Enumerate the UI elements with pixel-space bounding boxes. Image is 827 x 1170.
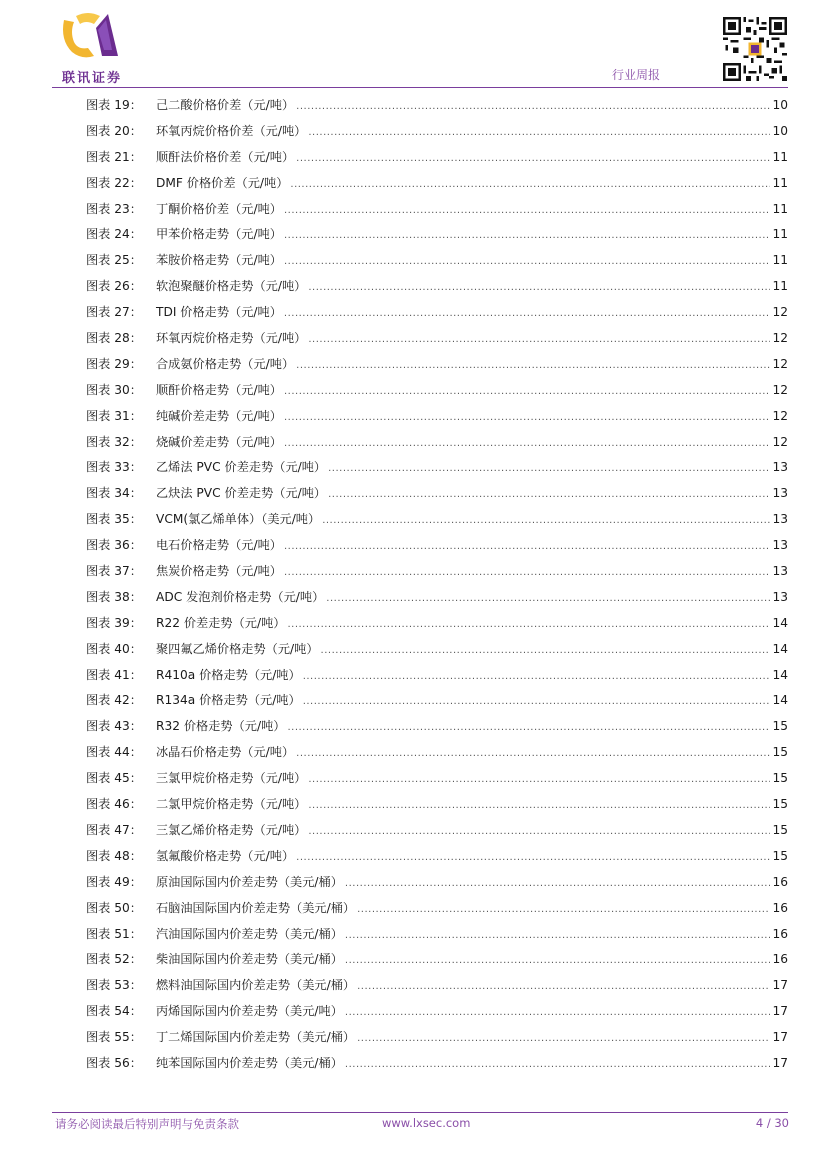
toc-entry[interactable] — [86, 795, 788, 821]
toc-entry[interactable] — [86, 743, 788, 769]
toc-figure-number: 图表 45： — [86, 771, 142, 786]
toc-figure-title: 冰晶石价格走势（元/吨） — [156, 745, 295, 760]
toc-figure-number: 图表 55： — [86, 1030, 142, 1045]
logo-mark-icon — [58, 10, 122, 64]
toc-figure-number: 图表 25： — [86, 253, 142, 268]
toc-page-number: 12 — [772, 382, 788, 397]
toc-entry[interactable] — [86, 329, 788, 355]
toc-dot-leader — [296, 852, 770, 863]
toc-dot-leader — [308, 334, 770, 345]
toc-figure-number: 图表 56： — [86, 1055, 142, 1070]
toc-entry[interactable] — [86, 821, 788, 847]
toc-page-number: 16 — [772, 900, 788, 915]
toc-figure-title: 顺酐价格走势（元/吨） — [156, 382, 282, 397]
toc-figure-title: DMF 价格价差（元/吨） — [156, 175, 289, 190]
toc-figure-title: R410a 价格走势（元/吨） — [156, 667, 301, 682]
toc-dot-leader — [357, 904, 770, 915]
toc-figure-number: 图表 33： — [86, 460, 142, 475]
page-header — [0, 0, 827, 88]
disclaimer-link[interactable]: 请务必阅读最后特别声明与免责条款 — [55, 1117, 239, 1131]
toc-figure-title: 苯胺价格走势（元/吨） — [156, 253, 282, 268]
toc-page-number: 17 — [772, 1030, 788, 1045]
toc-page-number: 14 — [772, 693, 788, 708]
toc-entry[interactable] — [86, 1002, 788, 1028]
toc-dot-leader — [284, 541, 771, 552]
toc-figure-title: 合成氨价格走势（元/吨） — [156, 356, 295, 371]
toc-entry[interactable] — [86, 666, 788, 692]
toc-entry[interactable] — [86, 614, 788, 640]
toc-figure-number: 图表 27： — [86, 305, 142, 320]
toc-dot-leader — [296, 360, 770, 371]
toc-entry[interactable] — [86, 355, 788, 381]
logo-text: 联讯证券 — [61, 71, 122, 86]
toc-page-number: 13 — [772, 512, 788, 527]
toc-figure-number: 图表 39： — [86, 615, 142, 630]
toc-figure-title: 丙烯国际国内价差走势（美元/吨） — [156, 1004, 343, 1019]
toc-dot-leader — [357, 981, 770, 992]
toc-figure-title: 柴油国际国内价差走势（美元/桶） — [156, 952, 343, 967]
toc-dot-leader — [345, 955, 771, 966]
toc-page-number: 10 — [772, 98, 788, 112]
toc-figure-number: 图表 47： — [86, 822, 142, 837]
toc-figure-number: 图表 54： — [86, 1004, 142, 1019]
toc-dot-leader — [296, 748, 770, 759]
toc-dot-leader — [284, 567, 771, 578]
toc-entry[interactable] — [86, 96, 788, 122]
footer-divider — [52, 1112, 788, 1113]
toc-figure-title: 石脑油国际国内价差走势（美元/桶） — [156, 900, 356, 915]
toc-page-number: 11 — [772, 253, 788, 268]
toc-entry[interactable] — [86, 1028, 788, 1054]
toc-dot-leader — [290, 179, 770, 190]
toc-figure-number: 图表 36： — [86, 538, 142, 553]
toc-page-number: 11 — [772, 149, 788, 164]
toc-figure-title: 软泡聚醚价格走势（元/吨） — [156, 279, 307, 294]
toc-page-number: 15 — [772, 771, 788, 786]
toc-dot-leader — [284, 230, 771, 241]
toc-figure-title: TDI 价格走势（元/吨） — [156, 305, 282, 320]
company-logo — [52, 10, 132, 86]
toc-page-number: 11 — [772, 175, 788, 190]
toc-page-number: 15 — [772, 745, 788, 760]
toc-entry[interactable] — [86, 277, 788, 303]
toc-dot-leader — [284, 412, 771, 423]
toc-figure-title: 二氯甲烷价格走势（元/吨） — [156, 797, 307, 812]
qr-code-icon — [723, 17, 787, 81]
toc-entry[interactable] — [86, 950, 788, 976]
toc-figure-title: ADC 发泡剂价格走势（元/吨） — [156, 589, 325, 604]
toc-dot-leader — [345, 1007, 771, 1018]
toc-entry[interactable] — [86, 458, 788, 484]
toc-figure-title: 电石价格走势（元/吨） — [156, 538, 282, 553]
toc-figure-title: 纯苯国际国内价差走势（美元/桶） — [156, 1055, 343, 1070]
toc-entry[interactable] — [86, 433, 788, 459]
toc-dot-leader — [284, 205, 771, 216]
toc-figure-number: 图表 26： — [86, 279, 142, 294]
toc-dot-leader — [308, 800, 770, 811]
toc-page-number: 14 — [772, 641, 788, 656]
toc-figure-title: VCM(氯乙烯单体）（美元/吨） — [156, 512, 321, 527]
toc-figure-number: 图表 40： — [86, 641, 142, 656]
toc-figure-number: 图表 34： — [86, 486, 142, 501]
toc-page-number: 16 — [772, 926, 788, 941]
toc-figure-title: 聚四氟乙烯价格走势（元/吨） — [156, 641, 319, 656]
toc-entry[interactable] — [86, 122, 788, 148]
toc-dot-leader — [287, 722, 770, 733]
toc-figure-title: 甲苯价格走势（元/吨） — [156, 227, 282, 242]
toc-figure-title: R32 价格走势（元/吨） — [156, 719, 286, 734]
toc-dot-leader — [345, 1059, 771, 1070]
toc-figure-number: 图表 37： — [86, 564, 142, 579]
toc-page-number: 15 — [772, 822, 788, 837]
toc-figure-number: 图表 42： — [86, 693, 142, 708]
toc-dot-leader — [322, 515, 770, 526]
toc-page-number: 15 — [772, 797, 788, 812]
toc-dot-leader — [296, 153, 770, 164]
toc-dot-leader — [345, 930, 771, 941]
toc-dot-leader — [308, 826, 770, 837]
toc-page-number: 12 — [772, 305, 788, 320]
toc-page-number: 16 — [772, 952, 788, 967]
website-link[interactable]: www.lxsec.com — [382, 1116, 471, 1130]
toc-figure-title: 焦炭价格走势（元/吨） — [156, 564, 282, 579]
toc-entry[interactable] — [86, 536, 788, 562]
toc-page-number: 15 — [772, 848, 788, 863]
toc-dot-leader — [296, 101, 770, 112]
toc-figure-number: 图表 49： — [86, 874, 142, 889]
toc-entry[interactable] — [86, 847, 788, 873]
toc-figure-number: 图表 48： — [86, 848, 142, 863]
toc-figure-number: 图表 29： — [86, 356, 142, 371]
toc-entry[interactable] — [86, 588, 788, 614]
toc-dot-leader — [345, 878, 771, 889]
toc-entry[interactable] — [86, 899, 788, 925]
toc-dot-leader — [284, 256, 771, 267]
toc-figure-title: 乙炔法 PVC 价差走势（元/吨） — [156, 486, 327, 501]
toc-figure-number: 图表 46： — [86, 797, 142, 812]
toc-figure-number: 图表 28： — [86, 331, 142, 346]
toc-figure-number: 图表 53： — [86, 978, 142, 993]
figure-list — [86, 96, 788, 1080]
toc-dot-leader — [287, 619, 770, 630]
toc-dot-leader — [284, 438, 771, 449]
toc-figure-number: 图表 21： — [86, 149, 142, 164]
toc-figure-title: 纯碱价差走势（元/吨） — [156, 408, 282, 423]
toc-figure-title: 丁二烯国际国内价差走势（美元/桶） — [156, 1030, 356, 1045]
toc-figure-number: 图表 20： — [86, 123, 142, 138]
toc-figure-number: 图表 19： — [86, 98, 142, 112]
toc-entry[interactable] — [86, 148, 788, 174]
toc-page-number: 17 — [772, 1055, 788, 1070]
toc-entry[interactable] — [86, 484, 788, 510]
toc-page-number: 11 — [772, 279, 788, 294]
toc-entry[interactable] — [86, 976, 788, 1002]
toc-page-number: 16 — [772, 874, 788, 889]
toc-dot-leader — [308, 774, 770, 785]
toc-figure-title: 三氯甲烷价格走势（元/吨） — [156, 771, 307, 786]
toc-dot-leader — [303, 696, 771, 707]
toc-page-number: 13 — [772, 460, 788, 475]
toc-figure-number: 图表 44： — [86, 745, 142, 760]
toc-dot-leader — [308, 127, 770, 138]
toc-page-number: 14 — [772, 615, 788, 630]
toc-entry[interactable] — [86, 381, 788, 407]
toc-dot-leader — [326, 593, 770, 604]
toc-figure-title: 乙烯法 PVC 价差走势（元/吨） — [156, 460, 327, 475]
toc-page-number: 17 — [772, 1004, 788, 1019]
toc-page-number: 11 — [772, 227, 788, 242]
toc-entry[interactable] — [86, 691, 788, 717]
toc-figure-number: 图表 31： — [86, 408, 142, 423]
toc-entry[interactable] — [86, 1054, 788, 1080]
toc-figure-number: 图表 23： — [86, 201, 142, 216]
toc-figure-number: 图表 43： — [86, 719, 142, 734]
toc-entry[interactable] — [86, 200, 788, 226]
toc-figure-number: 图表 24： — [86, 227, 142, 242]
toc-page-number: 13 — [772, 486, 788, 501]
toc-figure-title: 烧碱价差走势（元/吨） — [156, 434, 282, 449]
report-type-label: 行业周报 — [612, 68, 661, 82]
header-divider — [52, 87, 788, 88]
toc-figure-title: 原油国际国内价差走势（美元/桶） — [156, 874, 343, 889]
toc-dot-leader — [328, 489, 770, 500]
toc-dot-leader — [357, 1033, 770, 1044]
toc-figure-title: 丁酮价格价差（元/吨） — [156, 201, 282, 216]
toc-page-number: 13 — [772, 564, 788, 579]
page-indicator: 4 / 30 — [755, 1116, 789, 1130]
toc-dot-leader — [321, 645, 771, 656]
toc-figure-number: 图表 38： — [86, 589, 142, 604]
toc-figure-number: 图表 30： — [86, 382, 142, 397]
toc-figure-number: 图表 35： — [86, 512, 142, 527]
toc-figure-title: 氢氟酸价格走势（元/吨） — [156, 848, 295, 863]
toc-page-number: 17 — [772, 978, 788, 993]
toc-figure-title: 汽油国际国内价差走势（美元/桶） — [156, 926, 343, 941]
toc-page-number: 15 — [772, 719, 788, 734]
toc-page-number: 12 — [772, 356, 788, 371]
toc-figure-title: R134a 价格走势（元/吨） — [156, 693, 301, 708]
toc-entry[interactable] — [86, 562, 788, 588]
toc-dot-leader — [284, 308, 771, 319]
toc-figure-number: 图表 50： — [86, 900, 142, 915]
toc-page-number: 13 — [772, 538, 788, 553]
toc-page-number: 14 — [772, 667, 788, 682]
toc-entry[interactable] — [86, 225, 788, 251]
toc-figure-title: 环氧丙烷价格走势（元/吨） — [156, 331, 307, 346]
toc-page-number: 12 — [772, 331, 788, 346]
toc-dot-leader — [308, 282, 770, 293]
toc-figure-title: 环氧丙烷价格价差（元/吨） — [156, 123, 307, 138]
toc-entry[interactable] — [86, 510, 788, 536]
toc-entry[interactable] — [86, 251, 788, 277]
toc-figure-number: 图表 52： — [86, 952, 142, 967]
toc-figure-title: 三氯乙烯价格走势（元/吨） — [156, 822, 307, 837]
toc-figure-title: 顺酐法价格价差（元/吨） — [156, 149, 295, 164]
toc-entry[interactable] — [86, 873, 788, 899]
toc-figure-number: 图表 32： — [86, 434, 142, 449]
toc-dot-leader — [284, 386, 771, 397]
toc-figure-title: 燃料油国际国内价差走势（美元/桶） — [156, 978, 356, 993]
toc-entry[interactable] — [86, 925, 788, 951]
toc-entry[interactable] — [86, 717, 788, 743]
toc-figure-number: 图表 22： — [86, 175, 142, 190]
toc-entry[interactable] — [86, 174, 788, 200]
toc-figure-title: R22 价差走势（元/吨） — [156, 615, 286, 630]
toc-page-number: 12 — [772, 408, 788, 423]
toc-figure-title: 己二酸价格价差（元/吨） — [156, 98, 295, 112]
toc-dot-leader — [328, 463, 770, 474]
toc-figure-number: 图表 51： — [86, 926, 142, 941]
toc-entry[interactable] — [86, 303, 788, 329]
toc-page-number: 11 — [772, 201, 788, 216]
toc-entry[interactable] — [86, 407, 788, 433]
toc-page-number: 13 — [772, 589, 788, 604]
toc-entry[interactable] — [86, 640, 788, 666]
toc-figure-number: 图表 41： — [86, 667, 142, 682]
toc-page-number: 12 — [772, 434, 788, 449]
toc-page-number: 10 — [772, 123, 788, 138]
toc-entry[interactable] — [86, 769, 788, 795]
toc-dot-leader — [303, 671, 771, 682]
